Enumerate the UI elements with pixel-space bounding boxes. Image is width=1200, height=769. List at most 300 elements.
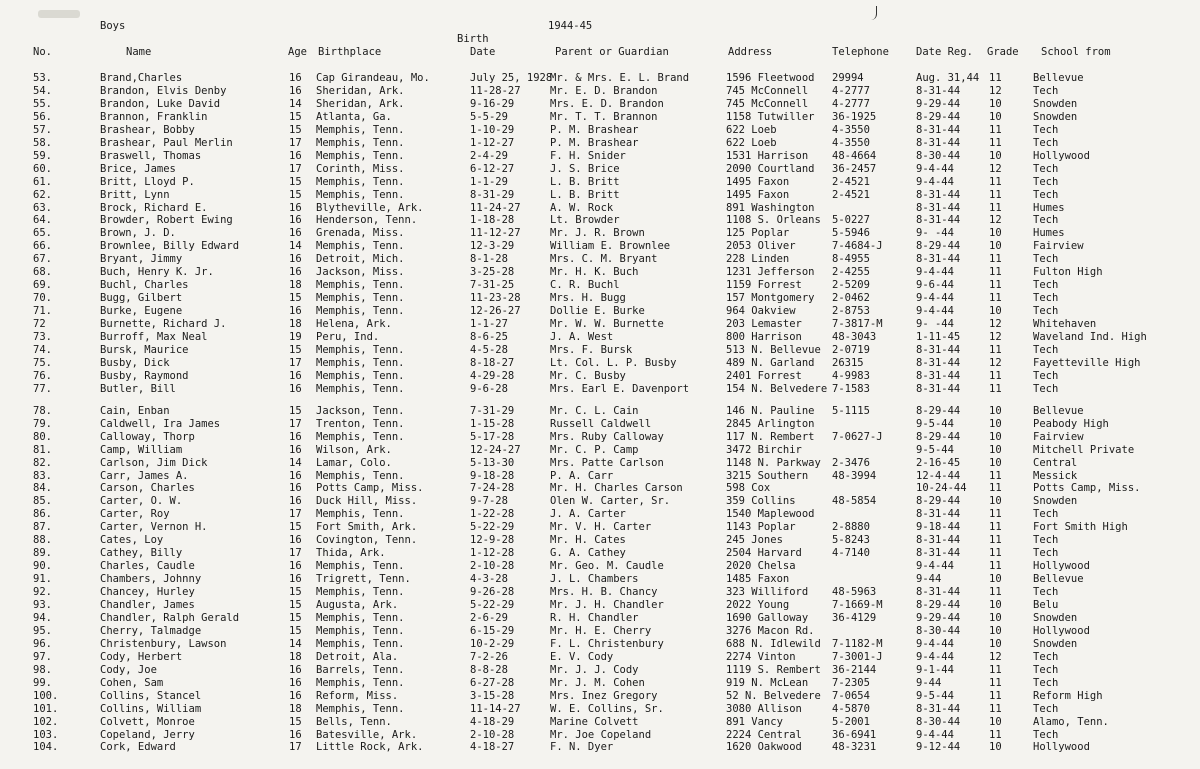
date-registered: 9-29-44 bbox=[916, 611, 961, 624]
parent-guardian: L. B. Britt bbox=[550, 175, 620, 188]
date-registered: 8-31-44 bbox=[916, 534, 961, 547]
address: 146 N. Pauline bbox=[726, 404, 815, 417]
birthplace: Memphis, Tenn. bbox=[316, 382, 405, 395]
parent-guardian: Mr. H. Charles Carson bbox=[550, 482, 683, 495]
date-registered: 9-4-44 bbox=[916, 266, 954, 279]
date-registered: 8-29-44 bbox=[916, 110, 961, 123]
student-age: 15 bbox=[289, 599, 302, 611]
student-name: Cork, Edward bbox=[100, 741, 176, 754]
student-name: Cain, Enban bbox=[100, 404, 170, 417]
date-registered: 9-44 bbox=[916, 676, 942, 689]
telephone: 48-3043 bbox=[832, 331, 877, 343]
student-name: Brownlee, Billy Edward bbox=[100, 240, 240, 253]
student-number: 61. bbox=[33, 175, 52, 188]
school-year: 1944-45 bbox=[548, 20, 593, 32]
address: 2090 Courtland bbox=[726, 162, 815, 175]
grade: 10 bbox=[989, 611, 1002, 624]
school-from: Fort Smith High bbox=[1033, 521, 1128, 534]
table-row bbox=[0, 612, 1200, 625]
telephone: 7-0654 bbox=[832, 689, 870, 702]
telephone: 36-2144 bbox=[832, 663, 877, 676]
student-number: 54. bbox=[33, 85, 52, 97]
student-number: 94. bbox=[33, 611, 52, 624]
student-name: Butler, Bill bbox=[100, 382, 176, 395]
col-date-reg: Date Reg. bbox=[916, 46, 973, 58]
date-registered: Aug. 31,44 bbox=[916, 72, 980, 84]
student-name: Chancey, Hurley bbox=[100, 586, 195, 598]
telephone: 5-2001 bbox=[832, 715, 870, 728]
student-name: Brashear, Paul Merlin bbox=[100, 136, 233, 149]
birth-date: 1-12-28 bbox=[470, 547, 515, 560]
student-name: Camp, William bbox=[100, 443, 183, 456]
address: 52 N. Belvedere bbox=[726, 689, 821, 702]
address: 1495 Faxon bbox=[726, 188, 790, 201]
date-registered: 9- -44 bbox=[916, 318, 954, 330]
grade: 11 bbox=[989, 689, 1002, 702]
grade: 10 bbox=[989, 495, 1002, 508]
student-name: Brown, J. D. bbox=[100, 227, 176, 240]
date-registered: 8-31-44 bbox=[916, 253, 961, 266]
table-row bbox=[0, 625, 1200, 638]
student-age: 16 bbox=[289, 369, 302, 382]
student-number: 84. bbox=[33, 482, 52, 495]
parent-guardian: Mr. C. L. Cain bbox=[550, 404, 639, 417]
student-name: Busby, Raymond bbox=[100, 369, 189, 382]
student-age: 17 bbox=[289, 356, 302, 369]
birth-date: 9-16-29 bbox=[470, 97, 515, 110]
table-row bbox=[0, 405, 1200, 418]
parent-guardian: P. M. Brashear bbox=[550, 136, 639, 149]
student-age: 16 bbox=[289, 227, 302, 240]
student-number: 53. bbox=[33, 72, 52, 84]
student-age: 16 bbox=[289, 430, 302, 443]
col-school-from: School from bbox=[1041, 46, 1111, 58]
school-from: Snowden bbox=[1033, 97, 1078, 110]
telephone: 5-8243 bbox=[832, 534, 870, 547]
telephone: 7-3817-M bbox=[832, 318, 883, 330]
address: 964 Oakview bbox=[726, 305, 796, 318]
student-age: 16 bbox=[289, 495, 302, 508]
grade: 10 bbox=[989, 624, 1002, 637]
address: 3472 Birchir bbox=[726, 443, 802, 456]
student-number: 63. bbox=[33, 201, 52, 214]
table-row bbox=[0, 534, 1200, 547]
parent-guardian: C. R. Buchl bbox=[550, 279, 620, 292]
grade: 11 bbox=[989, 586, 1002, 598]
telephone: 4-7140 bbox=[832, 547, 870, 560]
grade: 11 bbox=[989, 521, 1002, 534]
student-age: 15 bbox=[289, 624, 302, 637]
birth-date: 1-10-29 bbox=[470, 123, 515, 136]
col-age: Age bbox=[288, 46, 307, 58]
student-number: 95. bbox=[33, 624, 52, 637]
student-name: Caldwell, Ira James bbox=[100, 417, 221, 430]
student-name: Brice, James bbox=[100, 162, 176, 175]
grade: 10 bbox=[989, 149, 1002, 162]
school-from: Tech bbox=[1033, 547, 1059, 560]
birthplace: Memphis, Tenn. bbox=[316, 702, 405, 715]
col-name: Name bbox=[126, 46, 152, 58]
birth-date: 5-22-29 bbox=[470, 599, 515, 611]
birth-date: 11-23-28 bbox=[470, 292, 521, 305]
birth-date: 6-27-28 bbox=[470, 676, 515, 689]
student-age: 15 bbox=[289, 123, 302, 136]
telephone: 48-5854 bbox=[832, 495, 877, 508]
date-registered: 8-31-44 bbox=[916, 214, 961, 227]
parent-guardian: Mr. W. W. Burnette bbox=[550, 318, 664, 330]
student-number: 93. bbox=[33, 599, 52, 611]
birth-date: 9-18-28 bbox=[470, 469, 515, 482]
table-row bbox=[0, 344, 1200, 357]
student-name: Carr, James A. bbox=[100, 469, 189, 482]
parent-guardian: J. L. Chambers bbox=[550, 573, 639, 586]
student-name: Buchl, Charles bbox=[100, 279, 189, 292]
birth-date: 2-4-29 bbox=[470, 149, 508, 162]
school-from: Tech bbox=[1033, 214, 1059, 227]
telephone: 2-0719 bbox=[832, 343, 870, 356]
parent-guardian: Mr. C. Busby bbox=[550, 369, 626, 382]
date-registered: 1-11-45 bbox=[916, 331, 961, 343]
birthplace: Memphis, Tenn. bbox=[316, 240, 405, 253]
birthplace: Jackson, Tenn. bbox=[316, 404, 405, 417]
grade: 10 bbox=[989, 741, 1002, 754]
school-from: Tech bbox=[1033, 586, 1059, 598]
school-from: Tech bbox=[1033, 650, 1059, 663]
student-age: 16 bbox=[289, 728, 302, 741]
address: 891 Washington bbox=[726, 201, 815, 214]
school-from: Belu bbox=[1033, 599, 1059, 611]
student-age: 15 bbox=[289, 611, 302, 624]
student-name: Burke, Eugene bbox=[100, 305, 183, 318]
table-row bbox=[0, 240, 1200, 253]
birthplace: Memphis, Tenn. bbox=[316, 188, 405, 201]
student-name: Bursk, Maurice bbox=[100, 343, 189, 356]
parent-guardian: Mr. Geo. M. Caudle bbox=[550, 560, 664, 573]
school-from: Tech bbox=[1033, 534, 1059, 547]
birth-date: 9-7-28 bbox=[470, 495, 508, 508]
address: 154 N. Belvedere bbox=[726, 382, 828, 395]
birth-date: 8-6-25 bbox=[470, 331, 508, 343]
address: 323 Williford bbox=[726, 586, 809, 598]
col-parent: Parent or Guardian bbox=[555, 46, 669, 58]
birth-date: July 25, 1928 bbox=[470, 72, 553, 84]
address: 1159 Forrest bbox=[726, 279, 802, 292]
table-row bbox=[0, 495, 1200, 508]
address: 513 N. Bellevue bbox=[726, 343, 821, 356]
student-number: 68. bbox=[33, 266, 52, 279]
student-age: 18 bbox=[289, 318, 302, 330]
birth-date: 11-12-27 bbox=[470, 227, 521, 240]
school-from: Humes bbox=[1033, 227, 1065, 240]
student-age: 17 bbox=[289, 136, 302, 149]
table-row bbox=[0, 202, 1200, 215]
birth-date: 1-22-28 bbox=[470, 508, 515, 521]
student-name: Chandler, James bbox=[100, 599, 195, 611]
birth-date: 4-3-28 bbox=[470, 573, 508, 586]
table-row bbox=[0, 690, 1200, 703]
birth-date: 1-1-29 bbox=[470, 175, 508, 188]
student-number: 66. bbox=[33, 240, 52, 253]
parent-guardian: P. A. Carr bbox=[550, 469, 614, 482]
telephone: 5-0227 bbox=[832, 214, 870, 227]
student-age: 15 bbox=[289, 521, 302, 534]
student-number: 87. bbox=[33, 521, 52, 534]
student-name: Christenbury, Lawson bbox=[100, 637, 227, 650]
table-row bbox=[0, 383, 1200, 396]
student-name: Cody, Joe bbox=[100, 663, 157, 676]
student-number: 85. bbox=[33, 495, 52, 508]
student-age: 16 bbox=[289, 663, 302, 676]
school-from: Snowden bbox=[1033, 110, 1078, 123]
grade: 11 bbox=[989, 547, 1002, 560]
student-name: Britt, Lynn bbox=[100, 188, 170, 201]
table-row bbox=[0, 214, 1200, 227]
parent-guardian: W. E. Collins, Sr. bbox=[550, 702, 664, 715]
student-name: Brandon, Luke David bbox=[100, 97, 221, 110]
student-name: Busby, Dick bbox=[100, 356, 170, 369]
parent-guardian: Mr. H. K. Buch bbox=[550, 266, 639, 279]
grade: 11 bbox=[989, 72, 1002, 84]
col-telephone: Telephone bbox=[832, 46, 889, 58]
student-number: 100. bbox=[33, 689, 59, 702]
birth-date: 1-15-28 bbox=[470, 417, 515, 430]
parent-guardian: Mr. J. M. Cohen bbox=[550, 676, 645, 689]
grade: 11 bbox=[989, 136, 1002, 149]
telephone: 36-1925 bbox=[832, 110, 877, 123]
birthplace: Blytheville, Ark. bbox=[316, 201, 424, 214]
birthplace: Memphis, Tenn. bbox=[316, 624, 405, 637]
grade: 11 bbox=[989, 292, 1002, 305]
student-age: 14 bbox=[289, 637, 302, 650]
student-name: Buch, Henry K. Jr. bbox=[100, 266, 214, 279]
date-registered: 9-4-44 bbox=[916, 637, 954, 650]
address: 622 Loeb bbox=[726, 123, 777, 136]
student-number: 72 bbox=[33, 318, 46, 330]
address: 1620 Oakwood bbox=[726, 741, 802, 754]
telephone: 48-3231 bbox=[832, 741, 877, 754]
student-name: Cohen, Sam bbox=[100, 676, 164, 689]
address: 1690 Galloway bbox=[726, 611, 809, 624]
address: 1596 Fleetwood bbox=[726, 72, 815, 84]
school-from: Tech bbox=[1033, 369, 1059, 382]
table-row bbox=[0, 111, 1200, 124]
grade: 11 bbox=[989, 469, 1002, 482]
birthplace: Memphis, Tenn. bbox=[316, 123, 405, 136]
table-row bbox=[0, 457, 1200, 470]
birthplace: Helena, Ark. bbox=[316, 318, 392, 330]
address: 891 Vancy bbox=[726, 715, 783, 728]
school-from: Tech bbox=[1033, 382, 1059, 395]
school-from: Fairview bbox=[1033, 430, 1084, 443]
parent-guardian: Mrs. E. D. Brandon bbox=[550, 97, 664, 110]
student-number: 79. bbox=[33, 417, 52, 430]
student-number: 77. bbox=[33, 382, 52, 395]
table-row bbox=[0, 703, 1200, 716]
col-address: Address bbox=[728, 46, 773, 58]
birth-date: 12-26-27 bbox=[470, 305, 521, 318]
birth-date: 6-15-29 bbox=[470, 624, 515, 637]
student-number: 82. bbox=[33, 456, 52, 469]
telephone: 48-3994 bbox=[832, 469, 877, 482]
birthplace: Memphis, Tenn. bbox=[316, 637, 405, 650]
school-from: Fairview bbox=[1033, 240, 1084, 253]
student-number: 65. bbox=[33, 227, 52, 240]
telephone: 7-3001-J bbox=[832, 650, 883, 663]
student-name: Cherry, Talmadge bbox=[100, 624, 202, 637]
student-number: 90. bbox=[33, 560, 52, 573]
telephone: 2-4521 bbox=[832, 188, 870, 201]
school-from: Tech bbox=[1033, 175, 1059, 188]
grade: 11 bbox=[989, 508, 1002, 521]
table-row bbox=[0, 227, 1200, 240]
student-number: 73. bbox=[33, 331, 52, 343]
birthplace: Henderson, Tenn. bbox=[316, 214, 418, 227]
birth-date: 2-10-28 bbox=[470, 728, 515, 741]
address: 745 McConnell bbox=[726, 97, 809, 110]
student-age: 16 bbox=[289, 689, 302, 702]
parent-guardian: Mr. & Mrs. E. L. Brand bbox=[550, 72, 690, 84]
birthplace: Detroit, Mich. bbox=[316, 253, 405, 266]
school-from: Snowden bbox=[1033, 611, 1078, 624]
student-name: Bryant, Jimmy bbox=[100, 253, 183, 266]
birthplace: Little Rock, Ark. bbox=[316, 741, 424, 754]
student-number: 91. bbox=[33, 573, 52, 586]
student-age: 15 bbox=[289, 292, 302, 305]
parent-guardian: J. A. West bbox=[550, 331, 614, 343]
telephone: 5-5946 bbox=[832, 227, 870, 240]
student-age: 16 bbox=[289, 443, 302, 456]
parent-guardian: Mr. H. E. Cherry bbox=[550, 624, 652, 637]
student-age: 15 bbox=[289, 110, 302, 123]
birthplace: Atlanta, Ga. bbox=[316, 110, 392, 123]
birth-date: 5-13-30 bbox=[470, 456, 515, 469]
telephone: 36-2457 bbox=[832, 162, 877, 175]
school-from: Tech bbox=[1033, 162, 1059, 175]
parent-guardian: G. A. Cathey bbox=[550, 547, 626, 560]
student-age: 14 bbox=[289, 456, 302, 469]
date-registered: 9-5-44 bbox=[916, 689, 954, 702]
grade: 11 bbox=[989, 266, 1002, 279]
birthplace: Duck Hill, Miss. bbox=[316, 495, 418, 508]
school-from: Tech bbox=[1033, 702, 1059, 715]
student-name: Chambers, Johnny bbox=[100, 573, 202, 586]
grade: 11 bbox=[989, 175, 1002, 188]
birthplace: Wilson, Ark. bbox=[316, 443, 392, 456]
student-name: Brand,Charles bbox=[100, 72, 183, 84]
student-age: 15 bbox=[289, 188, 302, 201]
table-row bbox=[0, 357, 1200, 370]
table-row bbox=[0, 305, 1200, 318]
date-registered: 9-4-44 bbox=[916, 162, 954, 175]
birthplace: Memphis, Tenn. bbox=[316, 343, 405, 356]
grade: 12 bbox=[989, 162, 1002, 175]
date-registered: 9-4-44 bbox=[916, 560, 954, 573]
student-name: Cates, Loy bbox=[100, 534, 164, 547]
date-registered: 8-31-44 bbox=[916, 201, 961, 214]
school-from: Tech bbox=[1033, 305, 1059, 318]
ink-smudge bbox=[38, 10, 80, 18]
date-registered: 9-44 bbox=[916, 573, 942, 586]
parent-guardian: Mrs. Patte Carlson bbox=[550, 456, 664, 469]
birthplace: Sheridan, Ark. bbox=[316, 97, 405, 110]
parent-guardian: Mrs. Earl E. Davenport bbox=[550, 382, 690, 395]
table-row bbox=[0, 150, 1200, 163]
birthplace: Peru, Ind. bbox=[316, 331, 380, 343]
birthplace: Corinth, Miss. bbox=[316, 162, 405, 175]
parent-guardian: Dollie E. Burke bbox=[550, 305, 645, 318]
grade: 10 bbox=[989, 404, 1002, 417]
grade: 11 bbox=[989, 279, 1002, 292]
student-name: Cody, Herbert bbox=[100, 650, 183, 663]
grade: 10 bbox=[989, 443, 1002, 456]
birthplace: Covington, Tenn. bbox=[316, 534, 418, 547]
date-registered: 8-31-44 bbox=[916, 702, 961, 715]
date-registered: 8-29-44 bbox=[916, 495, 961, 508]
telephone: 7-0627-J bbox=[832, 430, 883, 443]
student-number: 89. bbox=[33, 547, 52, 560]
parent-guardian: Mrs. F. Bursk bbox=[550, 343, 633, 356]
date-registered: 8-31-44 bbox=[916, 85, 961, 97]
date-registered: 8-31-44 bbox=[916, 136, 961, 149]
birthplace: Sheridan, Ark. bbox=[316, 85, 405, 97]
address: 2401 Forrest bbox=[726, 369, 802, 382]
address: 1158 Tutwiller bbox=[726, 110, 815, 123]
student-number: 92. bbox=[33, 586, 52, 598]
grade: 12 bbox=[989, 650, 1002, 663]
birthplace: Memphis, Tenn. bbox=[316, 136, 405, 149]
table-row bbox=[0, 331, 1200, 344]
student-number: 69. bbox=[33, 279, 52, 292]
grade: 10 bbox=[989, 637, 1002, 650]
student-number: 98. bbox=[33, 663, 52, 676]
student-name: Charles, Caudle bbox=[100, 560, 195, 573]
student-age: 16 bbox=[289, 469, 302, 482]
student-number: 78. bbox=[33, 404, 52, 417]
student-number: 101. bbox=[33, 702, 59, 715]
student-name: Bugg, Gilbert bbox=[100, 292, 183, 305]
student-name: Browder, Robert Ewing bbox=[100, 214, 233, 227]
student-number: 57. bbox=[33, 123, 52, 136]
student-age: 16 bbox=[289, 482, 302, 495]
table-row bbox=[0, 444, 1200, 457]
table-row bbox=[0, 370, 1200, 383]
birthplace: Memphis, Tenn. bbox=[316, 175, 405, 188]
address: 1531 Harrison bbox=[726, 149, 809, 162]
school-from: Snowden bbox=[1033, 495, 1078, 508]
birthplace: Jackson, Miss. bbox=[316, 266, 405, 279]
school-from: Mitchell Private bbox=[1033, 443, 1135, 456]
date-registered: 9-5-44 bbox=[916, 443, 954, 456]
student-age: 18 bbox=[289, 650, 302, 663]
student-name: Calloway, Thorp bbox=[100, 430, 195, 443]
table-row bbox=[0, 253, 1200, 266]
student-number: 104. bbox=[33, 741, 59, 754]
parent-guardian: Russell Caldwell bbox=[550, 417, 652, 430]
birth-date: 11-24-27 bbox=[470, 201, 521, 214]
telephone: 4-3550 bbox=[832, 123, 870, 136]
grade: 11 bbox=[989, 201, 1002, 214]
telephone: 7-1182-M bbox=[832, 637, 883, 650]
school-from: Messick bbox=[1033, 469, 1078, 482]
student-name: Carter, O. W. bbox=[100, 495, 183, 508]
student-name: Brannon, Franklin bbox=[100, 110, 208, 123]
telephone: 7-1669-M bbox=[832, 599, 883, 611]
birthplace: Lamar, Colo. bbox=[316, 456, 392, 469]
table-row bbox=[0, 470, 1200, 483]
grade: 11 bbox=[989, 343, 1002, 356]
grade: 12 bbox=[989, 318, 1002, 330]
student-name: Britt, Lloyd P. bbox=[100, 175, 195, 188]
